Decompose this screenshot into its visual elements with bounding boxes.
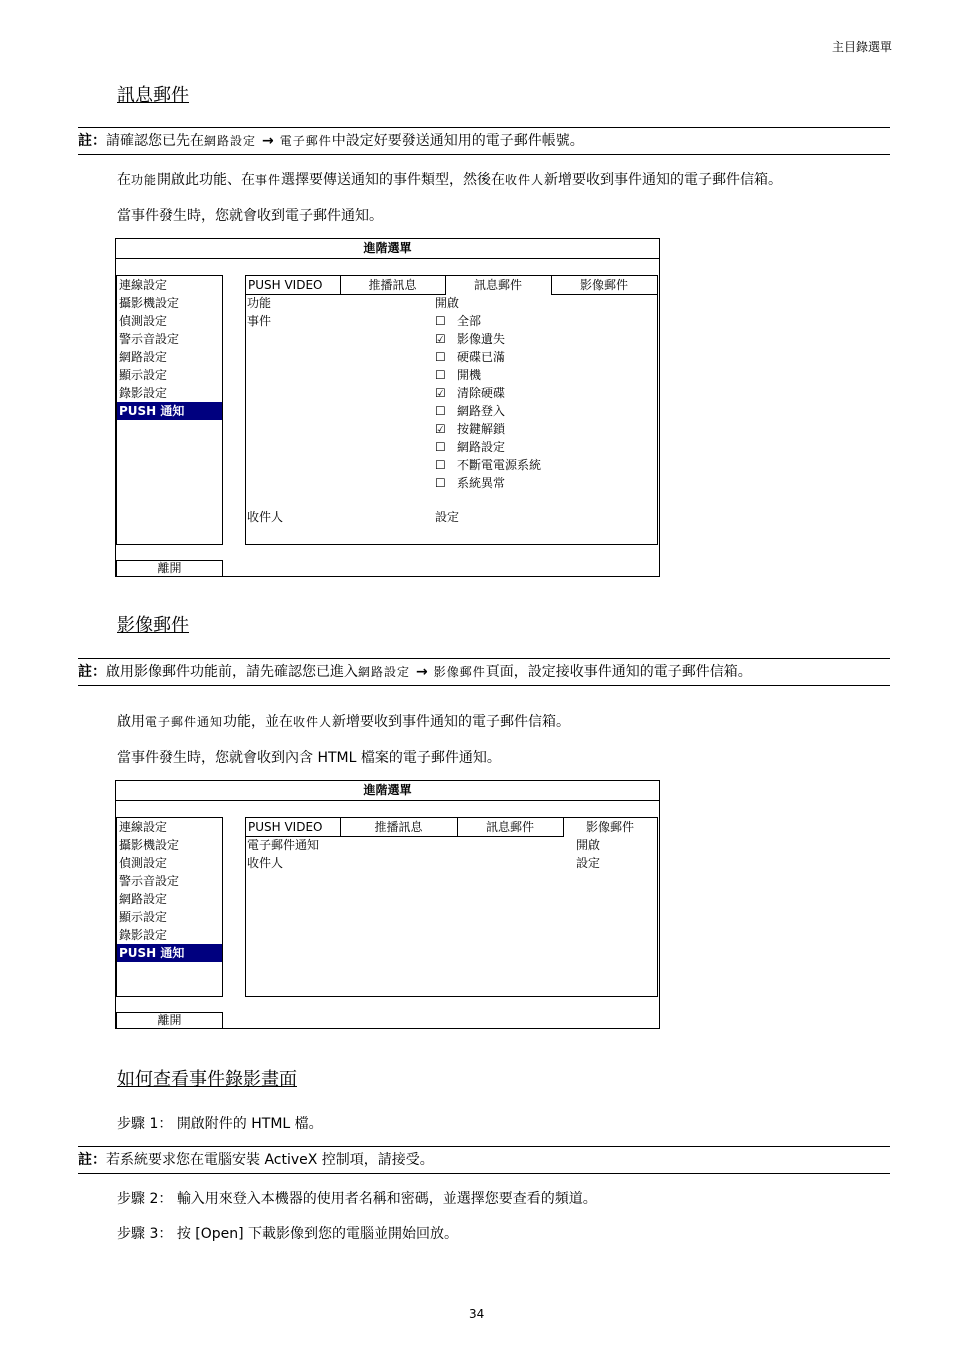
- step-3: [117, 1223, 458, 1243]
- note-text-pre: 請確認您已先在: [106, 133, 204, 149]
- tab-video-mail[interactable]: 影像郵件: [551, 276, 657, 295]
- term-event: 事件: [255, 173, 282, 187]
- event-option-key-unlock[interactable]: [435, 420, 505, 438]
- menu-sidebar: [116, 817, 223, 997]
- paragraph-message-mail-notice: 當事件發生時，您就會收到電子郵件通知。: [117, 208, 383, 224]
- text: 啟用: [117, 714, 145, 730]
- step-label: 步驟 1：: [117, 1116, 173, 1132]
- sidebar-item-alert[interactable]: 警示音設定: [119, 332, 180, 346]
- paragraph-video-mail-setup: [117, 711, 570, 731]
- advanced-menu-message-mail: [115, 238, 660, 577]
- event-label-text: 影像遺失: [457, 332, 506, 346]
- event-label-text: 網路設定: [457, 440, 506, 454]
- event-option-ups[interactable]: [435, 456, 541, 474]
- section-title-message-mail: 訊息郵件: [117, 85, 189, 106]
- section-title-video-mail: 影像郵件: [117, 615, 189, 636]
- step-label: 步驟 2：: [117, 1191, 173, 1207]
- event-option-net-login[interactable]: [435, 402, 505, 420]
- sidebar-item-camera[interactable]: 攝影機設定: [119, 296, 180, 310]
- step-text: 按 [Open] 下載影像到您的電腦並開始回放。: [176, 1226, 459, 1242]
- checkbox-icon[interactable]: ☐: [435, 368, 446, 382]
- text: 在: [117, 172, 131, 188]
- page-number: 34: [469, 1307, 485, 1321]
- note-text-post: 頁面，設定接收事件通知的電子郵件信箱。: [485, 664, 752, 680]
- paragraph-video-mail-notice: 當事件發生時，您就會收到內含 HTML 檔案的電子郵件通知。: [117, 750, 501, 766]
- text: 功能，並在: [223, 714, 294, 730]
- text: 新增要收到事件通知的電子郵件信箱。: [332, 714, 571, 730]
- checkbox-icon[interactable]: ☑: [435, 386, 446, 400]
- term-recipient: 收件人: [505, 173, 545, 187]
- event-option-hdd-full[interactable]: [435, 348, 505, 366]
- sidebar-item-push[interactable]: PUSH 通知: [117, 402, 222, 420]
- recipient-label: 收件人: [247, 856, 284, 870]
- event-label-text: 網路登入: [457, 404, 506, 418]
- step-text: 開啟附件的 HTML 檔。: [176, 1116, 323, 1132]
- event-option-video-loss[interactable]: [435, 330, 505, 348]
- event-option-boot[interactable]: [435, 366, 481, 384]
- function-label: 功能: [247, 296, 272, 310]
- checkbox-icon[interactable]: ☐: [435, 440, 446, 454]
- event-label-text: 硬碟已滿: [457, 350, 506, 364]
- checkbox-icon[interactable]: ☐: [435, 314, 446, 328]
- sidebar-item-push[interactable]: PUSH 通知: [117, 944, 222, 962]
- tab-message-mail[interactable]: 訊息郵件: [445, 276, 552, 294]
- sidebar-item-record[interactable]: 錄影設定: [119, 928, 168, 942]
- menu-main-panel: [245, 275, 658, 545]
- checkbox-icon[interactable]: ☐: [435, 458, 446, 472]
- arrow-icon: →: [416, 664, 428, 680]
- section-title-view-event-recording: 如何查看事件錄影畫面: [117, 1069, 297, 1090]
- step-1: [117, 1113, 323, 1133]
- event-label-text: 清除硬碟: [457, 386, 506, 400]
- exit-button[interactable]: 離開: [116, 1012, 223, 1028]
- header-chapter: 主目錄選單: [832, 40, 893, 54]
- checkbox-icon[interactable]: ☑: [435, 332, 446, 346]
- event-label-text: 全部: [457, 314, 482, 328]
- sidebar-item-connection[interactable]: 連線設定: [119, 278, 168, 292]
- event-option-all[interactable]: [435, 312, 481, 330]
- note-path-video-mail: 影像郵件: [433, 665, 486, 679]
- checkbox-icon[interactable]: ☐: [435, 476, 446, 490]
- sidebar-item-network[interactable]: 網路設定: [119, 350, 168, 364]
- tab-push-video[interactable]: PUSH VIDEO: [246, 276, 341, 295]
- event-option-net-setup[interactable]: [435, 438, 505, 456]
- step-label: 步驟 3：: [117, 1226, 173, 1242]
- tab-video-mail[interactable]: 影像郵件: [585, 820, 634, 834]
- event-label: 事件: [247, 314, 272, 328]
- text: 選擇要傳送通知的事件類型，然後在: [281, 172, 506, 188]
- note-text-post: 中設定好要發送通知用的電子郵件帳號。: [331, 133, 584, 149]
- note-message-mail: [78, 127, 890, 155]
- recipient-setup-button[interactable]: 設定: [576, 856, 601, 870]
- note-video-mail: [78, 658, 890, 686]
- checkbox-icon[interactable]: ☑: [435, 422, 446, 436]
- sidebar-item-camera[interactable]: 攝影機設定: [119, 838, 180, 852]
- event-option-hdd-clear[interactable]: [435, 384, 505, 402]
- tab-push-message[interactable]: 推播訊息: [340, 276, 446, 295]
- advanced-menu-video-mail: [115, 780, 660, 1029]
- menu-title: 進階選單: [116, 239, 659, 259]
- event-label-text: 不斷電電源系統: [457, 458, 542, 472]
- note-label: 註：: [78, 133, 106, 149]
- menu-sidebar: [116, 275, 223, 545]
- sidebar-item-display[interactable]: 顯示設定: [119, 910, 168, 924]
- recipient-label: 收件人: [247, 510, 284, 524]
- email-notify-label: 電子郵件通知: [247, 838, 320, 852]
- note-label: 註：: [78, 664, 106, 680]
- exit-button[interactable]: 離開: [116, 560, 223, 576]
- paragraph-message-mail-setup: [117, 169, 782, 189]
- menu-title: 進階選單: [116, 781, 659, 801]
- note-path-email: 電子郵件: [279, 134, 332, 148]
- term-function: 功能: [131, 173, 158, 187]
- tab-message-mail[interactable]: 訊息郵件: [457, 818, 564, 837]
- step-2: [117, 1188, 597, 1208]
- sidebar-item-network[interactable]: 網路設定: [119, 892, 168, 906]
- term-email-notify: 電子郵件通知: [145, 715, 224, 729]
- sidebar-item-connection[interactable]: 連線設定: [119, 820, 168, 834]
- email-notify-value[interactable]: 開啟: [576, 838, 601, 852]
- sidebar-item-detection[interactable]: 偵測設定: [119, 314, 168, 328]
- menu-main-panel: [245, 817, 658, 997]
- term-recipient: 收件人: [293, 715, 333, 729]
- arrow-icon: →: [262, 133, 274, 149]
- recipient-setup-button[interactable]: 設定: [435, 510, 460, 524]
- text: 新增要收到事件通知的電子郵件信箱。: [544, 172, 783, 188]
- event-label-text: 開機: [457, 368, 482, 382]
- step-text: 輸入用來登入本機器的使用者名稱和密碼，並選擇您要查看的頻道。: [176, 1191, 597, 1207]
- sidebar-item-detection[interactable]: 偵測設定: [119, 856, 168, 870]
- note-path-network: 網路設定: [358, 665, 411, 679]
- sidebar-item-display[interactable]: 顯示設定: [119, 368, 168, 382]
- sidebar-item-record[interactable]: 錄影設定: [119, 386, 168, 400]
- note-text: 若系統要求您在電腦安裝 ActiveX 控制項，請接受。: [106, 1152, 434, 1168]
- event-label-text: 按鍵解鎖: [457, 422, 506, 436]
- function-value[interactable]: 開啟: [435, 296, 460, 310]
- note-text-pre: 啟用影像郵件功能前，請先確認您已進入: [106, 664, 358, 680]
- event-label-text: 系統異常: [457, 476, 506, 490]
- text: 開啟此功能、在: [157, 172, 256, 188]
- note-path-network: 網路設定: [204, 134, 257, 148]
- tab-push-message[interactable]: 推播訊息: [340, 818, 458, 837]
- checkbox-icon[interactable]: ☐: [435, 404, 446, 418]
- note-activex: [78, 1146, 890, 1174]
- checkbox-icon[interactable]: ☐: [435, 350, 446, 364]
- note-label: 註：: [78, 1152, 106, 1168]
- event-option-system-error[interactable]: [435, 474, 505, 492]
- tab-push-video[interactable]: PUSH VIDEO: [246, 818, 341, 837]
- sidebar-item-alert[interactable]: 警示音設定: [119, 874, 180, 888]
